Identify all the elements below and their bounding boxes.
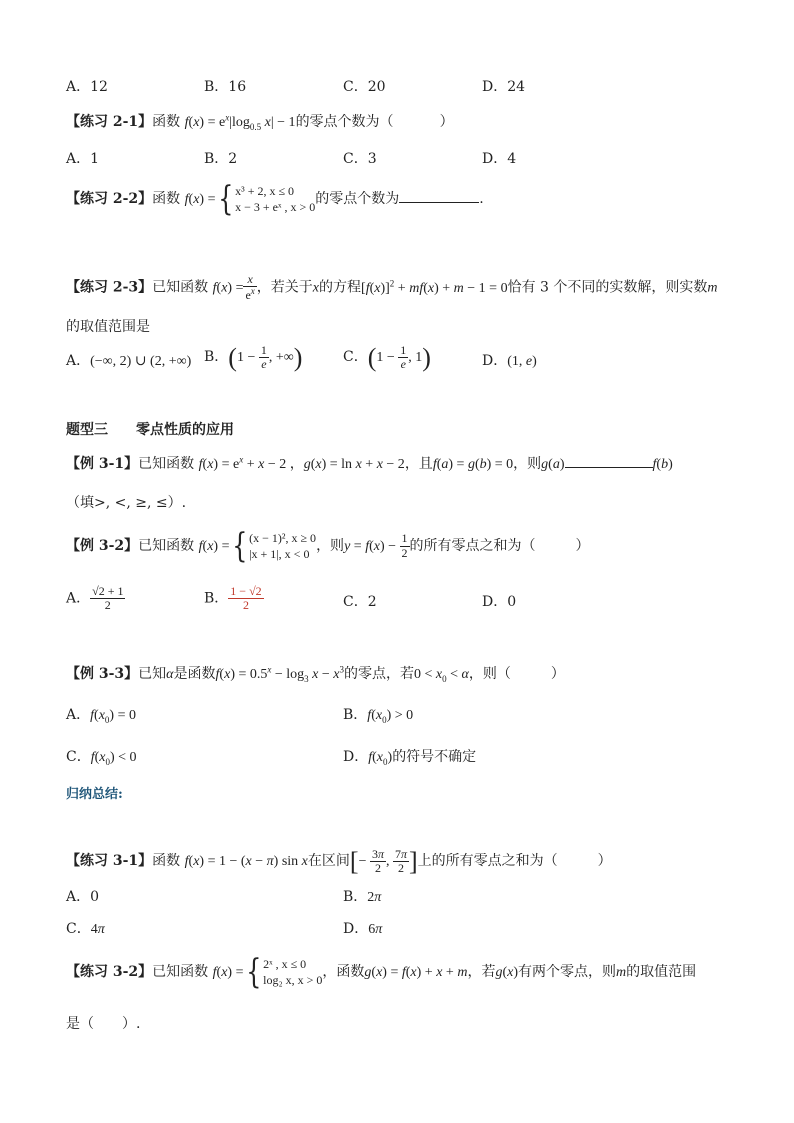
exercise-3-1: 【练习 3-1】函数 f(x) = 1 − (x − π) sin x在区间[− $\frac{3\pi}{2}$ , $\frac{7\pi}{2}$ ]上的所有零点之和为（ ）: [66, 846, 612, 876]
exercise-2-1: 【练习 2-1】函数 $f(x) = e^x|\log_{0.5}$ x| − 1的零点个数为（ ）: [66, 112, 454, 132]
example-tag: 【例 3-1】: [66, 456, 139, 472]
option-a: A． $\frac{√2 + 1}{2}$: [66, 584, 124, 613]
example-3-3: 【例 3-3】已知α是函数$f(x) = 0.5^x - \log_3 x - x^3$的零点，若$0 < x_0 < \alpha$，则（ ）: [66, 664, 565, 684]
option-b: B．16: [204, 79, 247, 95]
exercise-2-3: 【练习 2-3】已知函数 f(x) = $\frac{x}{e^x}$ ，若关于x的方程$[f(x)]^2 + mf(x) + m - 1 = 0$恰有 3 个不同的实数解，则实数m: [66, 272, 718, 303]
option-c: C．3: [343, 151, 377, 167]
formula: $f(x) = 0.5^x - \log_3 x - x^3$: [215, 664, 345, 684]
exercise-3-2: 【练习 3-2】已知函数 f(x) ={2ˣ , x ≤ 0 log₂ x, x > 0，函数g(x) = f(x) + x + m，若g(x)有两个零点，则m的取值范围: [66, 952, 697, 992]
answer-blank[interactable]: [565, 467, 653, 468]
option-a: A．12: [66, 79, 108, 95]
option-b: B．(1 − $\frac{1}{e}$ , +∞): [204, 342, 303, 372]
example-3-1: 【例 3-1】已知函数 $f(x) = e^x + x - 2$ ，g(x) = ln x + x − 2，且f(a) = g(b) = 0，则g(a) f(b): [66, 454, 673, 472]
example-tag: 【例 3-3】: [66, 666, 139, 682]
option-a: A．(−∞, 2) ∪ (2, +∞): [66, 353, 192, 369]
option-d: D．0: [482, 594, 517, 610]
example-3-2: 【例 3-2】已知函数 f(x) ={(x − 1)², x ≥ 0 |x + 1|, x < 0 ，则y = f(x) − $\frac{1}{2}$ 的所有零点之和为（ ）: [66, 526, 590, 566]
formula: $f(x) = e^x + x - 2$ ，g(x) = ln x + x − 2: [198, 454, 405, 472]
option-a: A．0: [66, 889, 100, 905]
option-a: A．$f(x_0) = 0$: [66, 707, 136, 725]
section-title: 题型三 零点性质的应用: [66, 422, 234, 438]
option-c: C．20: [343, 79, 386, 95]
piecewise: 2ˣ , x ≤ 0 log₂ x, x > 0: [263, 957, 323, 987]
option-a: A．1: [66, 151, 100, 167]
option-b: B． $\frac{1 - √2}{2}$: [204, 584, 262, 613]
option-b: B．2π: [343, 889, 382, 905]
equation: $[f(x)]^2 + mf(x) + m - 1 = 0$: [361, 278, 508, 296]
exercise-tag: 【练习 2-3】: [66, 279, 153, 296]
summary-label: 归纳总结:: [66, 787, 123, 802]
formula: f(x) = 1 − (x − π) sin x: [184, 853, 308, 869]
option-c: C．4π: [66, 921, 105, 937]
exercise-tag: 【练习 2-1】: [66, 114, 153, 130]
option-c: C．2: [343, 594, 377, 610]
option-d: D．(1, e): [482, 353, 537, 369]
option-b: B．2: [204, 151, 238, 167]
exercise-2-2: 【练习 2-2】函数 f(x) ={x³ + 2, x ≤ 0 x − 3 + eˣ , x > 0的零点个数为 .: [66, 179, 484, 219]
option-d: D．24: [482, 79, 526, 95]
answer-blank[interactable]: [399, 202, 479, 203]
option-c: C．$f(x_0) < 0$: [66, 749, 137, 767]
exercise-tag: 【练习 2-2】: [66, 191, 153, 207]
option-d: D．$f(x_0)$的符号不确定: [343, 749, 477, 767]
example-tag: 【例 3-2】: [66, 538, 139, 554]
exercise-tag: 【练习 3-2】: [66, 964, 153, 980]
option-d: D．4: [482, 151, 517, 167]
exercise-tag: 【练习 3-1】: [66, 852, 153, 869]
piecewise: (x − 1)², x ≥ 0 |x + 1|, x < 0: [249, 531, 317, 561]
option-c: C．(1 − $\frac{1}{e}$ , 1): [343, 342, 431, 372]
option-b: B．$f(x_0) > 0$: [343, 707, 414, 725]
piecewise: x³ + 2, x ≤ 0 x − 3 + eˣ , x > 0: [235, 184, 316, 214]
option-d: D．6π: [343, 921, 383, 937]
formula: $f(x) = e^x|\log_{0.5}$ x| − 1: [184, 112, 296, 132]
